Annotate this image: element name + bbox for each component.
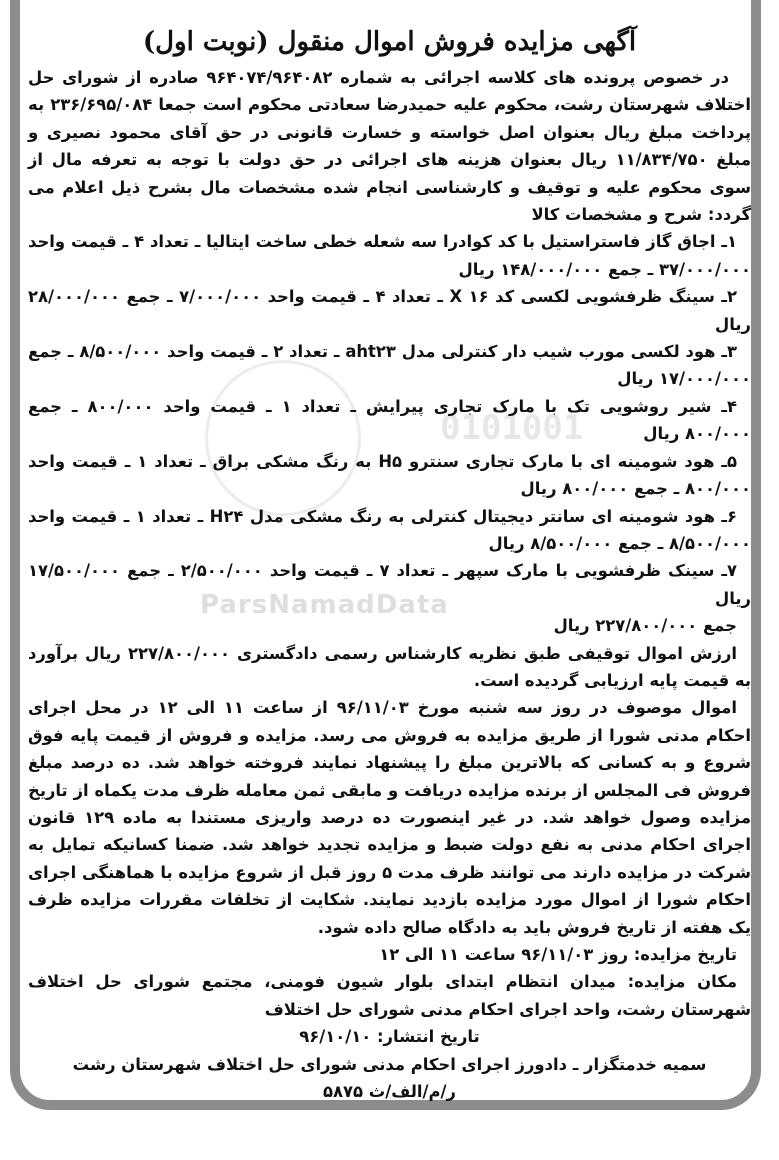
item-5: ۵ـ هود شومینه ای با مارک تجاری سنترو H۵ به رنگ مشکی براق ـ تعداد ۱ ـ قیمت واحد ۸۰۰/۰۰۰ ـ جمع ۸۰۰/۰۰۰ ریال [28,451,751,499]
items-total: جمع ۲۲۷/۸۰۰/۰۰۰ ریال [553,616,737,636]
item-2: ۲ـ سینگ ظرفشویی لکسی کد ۱۶ X ـ تعداد ۴ ـ قیمت واحد ۷/۰۰۰/۰۰۰ ـ جمع ۲۸/۰۰۰/۰۰۰ ریال [28,287,751,334]
valuation-paragraph: ارزش اموال توقیفی طبق نظریه کارشناس رسمی دادگستری ۲۲۷/۸۰۰/۰۰۰ ریال برآورد به قیمت پایه ارزیابی گردیده است. [28,643,751,690]
item-1: ۱ـ اجاق گاز فاستراستیل با کد کوادرا سه شعله خطی ساخت ایتالیا ـ تعداد ۴ ـ قیمت واحد ۳۷/۰۰۰/۰۰۰ ـ جمع ۱۴۸/۰۰۰/۰۰۰ ریال [28,232,751,279]
item-7: ۷ـ سینک ظرفشویی با مارک سپهر ـ تعداد ۷ ـ قیمت واحد ۲/۵۰۰/۰۰۰ ـ جمع ۱۷/۵۰۰/۰۰۰ ریال [28,561,751,608]
item-6: ۶ـ هود شومینه ای سانتر دیجیتال کنترلی به رنگ مشکی مدل H۲۴ ـ تعداد ۱ ـ قیمت واحد ۸/۵۰۰/۰۰۰ ـ جمع ۸/۵۰۰/۰۰۰ ریال [28,506,751,553]
auction-place: مکان مزایده: میدان انتظام ابتدای بلوار شیون فومنی، مجتمع شورای حل اختلاف شهرستان رشت، واحد اجرای احکام مدنی شورای حل اختلاف [28,972,751,1019]
item-4: ۴ـ شیر روشویی تک با مارک تجاری پیرایش ـ تعداد ۱ ـ قیمت واحد ۸۰۰/۰۰۰ ـ جمع ۸۰۰/۰۰۰ ریال [28,396,751,444]
watermark-brand: ParsNamadData [200,590,449,620]
signer-line: سمیه خدمتگزار ـ دادورز اجرای احکام مدنی شورای حل اختلاف شهرستان رشت [72,1054,707,1074]
terms-paragraph: اموال موصوف در روز سه شنبه مورخ ۹۶/۱۱/۰۳ از ساعت ۱۱ الی ۱۲ در محل اجرای احکام مدنی شورا از طریق مزایده به فروش می رسد. مزایده و فروش از قیمت پایه فوق شروع و به کسانی که بالاترین مبلغ را پیشنهاد نمایند فروخته خواهد شد. ده درصد مبلغ فروش فی المجلس از برنده مزایده دریافت و مابقی ثمن معامله ظرف مدت یکماه از تاریخ مزایده وصول خواهد شد. در غیر اینصورت ده درصد واریزی مستندا به ماده ۱۲۹ قانون اجرای احکام مدنی به نفع دولت ضبط و مزایده تجدید خواهد شد. ضمنا کسانیکه تمایل به شرکت در مزایده دارند می توانند ظرف مدت ۵ روز قبل از شروع مزایده با هماهنگی اجرای احکام شورا از اموال مورد مزایده بازدید نمایند. شکایت از تخلفات مقررات مزایده ظرف یک هفته از تاریخ فروش باید به دادگاه صالح داده شود. [28,698,751,937]
item-3: ۳ـ هود لکسی مورب شیب دار کنترلی مدل aht۲۳ ـ تعداد ۲ ـ قیمت واحد ۸/۵۰۰/۰۰۰ ـ جمع ۱۷/۰۰۰/۰۰۰ ریال [28,342,751,389]
auction-date: تاریخ مزایده: روز ۹۶/۱۱/۰۳ ساعت ۱۱ الی ۱۲ [379,945,737,964]
notice-title: آگهی مزایده فروش اموال منقول (نوبت اول) [142,27,637,57]
auction-notice [28,22,751,1105]
reference-code: ر/م/الف/ث ۵۸۷۵ [323,1082,456,1102]
watermark-number: 0101001 [440,408,584,448]
intro-paragraph: در خصوص پرونده های کلاسه اجرائی به شماره ۹۶۴۰۷۴/۹۶۴۰۸۲ صادره از شورای حل اختلاف شهرستان رشت، محکوم علیه حمیدرضا سعادتی محکوم است جمعا ۲۳۶/۶۹۵/۰۸۴ به پرداخت مبلغ ریال بعنوان اصل خواسته و خسارت قانونی در حق آقای محمود نصیری و مبلغ ۱۱/۸۳۴/۷۵۰ ریال بعنوان هزینه های اجرائی در حق دولت با توجه به تعرفه مال از سوی محکوم علیه و توقیف و کارشناسی انجام شده مشخصات مال بشرح ذیل اعلام می گردد: شرح و مشخصات کالا [28,68,752,225]
publish-date: تاریخ انتشار: ۹۶/۱۰/۱۰ [299,1027,480,1047]
